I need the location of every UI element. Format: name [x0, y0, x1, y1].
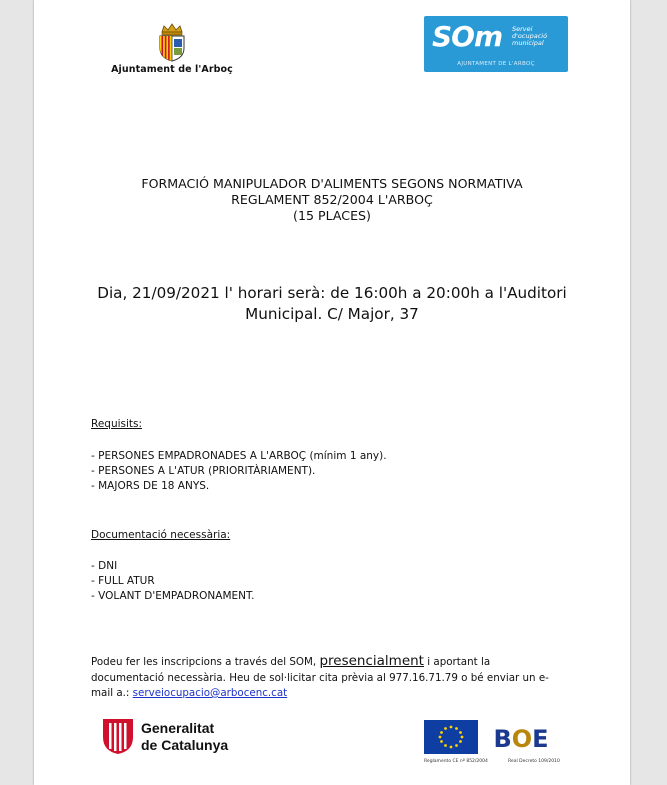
- document-title: [34, 176, 630, 224]
- generalitat-name: [141, 720, 228, 754]
- boe-logo: [494, 720, 548, 754]
- schedule-line-1: Dia, 21/09/2021 l' horari serà: de 16:00h a 20:00h a l'Auditori: [97, 284, 567, 302]
- document-page: [34, 0, 630, 785]
- boe-emblem-icon: [494, 720, 548, 754]
- svg-text:BOE: BOE: [494, 725, 548, 753]
- eu-boe-logos: [424, 720, 564, 770]
- som-logo-footer: AJUNTAMENT DE L'ARBOÇ: [457, 61, 535, 67]
- generalitat-line-1: Generalitat: [141, 720, 215, 736]
- title-line-3: (15 PLACES): [293, 208, 371, 223]
- documentation-heading: Documentació necessària:: [91, 529, 231, 541]
- documentation-list: [91, 559, 255, 604]
- list-item: - FULL ATUR: [91, 575, 155, 587]
- generalitat-logo: [101, 717, 251, 757]
- contact-emphasis: presencialment: [319, 653, 424, 669]
- som-logo-mark: SOm: [432, 20, 503, 53]
- som-logo: [424, 16, 568, 72]
- title-line-2: REGLAMENT 852/2004 L'ARBOÇ: [231, 192, 433, 207]
- list-item: - PERSONES A L'ATUR (PRIORITÀRIAMENT).: [91, 465, 316, 477]
- eu-caption: Reglamento CE nº 852/2004: [424, 759, 488, 764]
- ajuntament-name: Ajuntament de l'Arboç: [111, 64, 233, 75]
- requirements-list: [91, 449, 387, 494]
- contact-text-after: i aportant la documentació necessària. Heu de sol·licitar cita prèvia al 977.16.71.79 o bé enviar un e-mail a.:: [91, 656, 549, 699]
- contact-text-before: Podeu fer les inscripcions a través del SOM,: [91, 656, 320, 668]
- eu-flag-icon: [424, 720, 478, 754]
- list-item: - DNI: [91, 560, 118, 572]
- schedule-block: [34, 283, 630, 325]
- boe-caption: Real Decreto 109/2010: [508, 759, 560, 764]
- som-logo-subtitle: Servei d'ocupació municipal: [512, 25, 548, 47]
- ajuntament-logo: [102, 22, 242, 75]
- generalitat-emblem-icon: [101, 717, 135, 755]
- schedule-line-2: Municipal. C/ Major, 37: [245, 305, 419, 323]
- list-item: - MAJORS DE 18 ANYS.: [91, 480, 210, 492]
- ajuntament-crest-icon: [152, 22, 192, 62]
- list-item: - VOLANT D'EMPADRONAMENT.: [91, 590, 255, 602]
- email-link[interactable]: serveiocupacio@arbocenc.cat: [132, 687, 288, 699]
- generalitat-line-2: de Catalunya: [141, 737, 229, 753]
- requirements-heading: Requisits:: [91, 418, 143, 430]
- list-item: - PERSONES EMPADRONADES A L'ARBOÇ (mínim 1 any).: [91, 450, 387, 462]
- title-line-1: FORMACIÓ MANIPULADOR D'ALIMENTS SEGONS NORMATIVA: [141, 176, 523, 191]
- contact-paragraph: [91, 654, 561, 702]
